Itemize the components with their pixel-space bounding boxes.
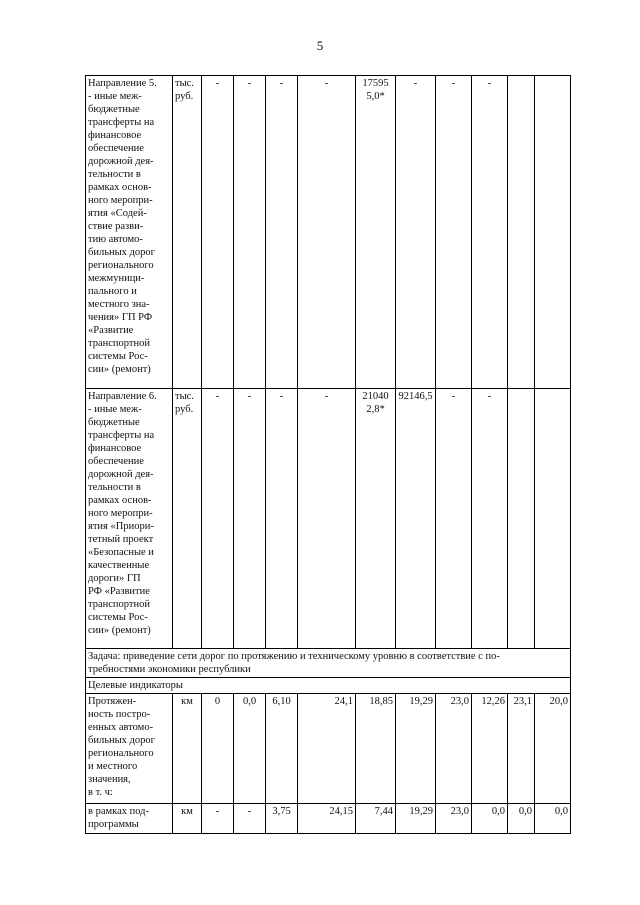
table-row (86, 649, 571, 678)
table-cell: - (396, 76, 436, 389)
budget-table (85, 75, 571, 834)
table-cell: 7,44 (356, 804, 396, 834)
table-cell: 23,0 (436, 694, 472, 804)
table-cell: - (266, 76, 298, 389)
table-cell (508, 76, 535, 389)
row-label: Направление 5. - иные меж- бюджетные трансферты на финансовое обеспечение дорожной дея- тельности в рамках основ- ного меропри- ятия «Содей- ствие разви- тию автомо- бильных дорог регионального межмуници- пального и местного зна- чения» ГП РФ «Развитие транспортной системы Рос- сии» (ремонт) (86, 76, 173, 389)
table-cell: - (436, 389, 472, 649)
table-cell (535, 389, 571, 649)
table-cell: - (202, 389, 234, 649)
table-cell: 0,0 (234, 694, 266, 804)
table-row (86, 678, 571, 694)
table-cell (535, 76, 571, 389)
row-unit: тыс. руб. (173, 389, 202, 649)
table-cell: 92146,5 (396, 389, 436, 649)
row-unit: тыс. руб. (173, 76, 202, 389)
table-cell: - (234, 804, 266, 834)
table-cell: 12,26 (472, 694, 508, 804)
table-cell: 19,29 (396, 804, 436, 834)
row-unit: км (173, 804, 202, 834)
table-cell: 0 (202, 694, 234, 804)
table-cell: 23,1 (508, 694, 535, 804)
table-cell: 24,15 (298, 804, 356, 834)
task-text: Задача: приведение сети дорог по протяжению и техническому уровню в соответствие с по- требностями экономики республики (86, 649, 571, 678)
table-cell: - (298, 76, 356, 389)
row-label: Протяжен- ность постро- енных автомо- бильных дорог регионального и местного значения, в т. ч: (86, 694, 173, 804)
table-cell: 3,75 (266, 804, 298, 834)
table-cell: 6,10 (266, 694, 298, 804)
table-cell: - (266, 389, 298, 649)
row-unit: км (173, 694, 202, 804)
table-cell: 17595 5,0* (356, 76, 396, 389)
table-cell: - (472, 76, 508, 389)
indicators-header: Целевые индикаторы (86, 678, 571, 694)
table-row (86, 804, 571, 834)
table-cell: - (436, 76, 472, 389)
page-number: 5 (316, 38, 324, 53)
table-cell: - (234, 76, 266, 389)
table-cell: 19,29 (396, 694, 436, 804)
table-row (86, 389, 571, 649)
table-cell: 0,0 (535, 804, 571, 834)
table-cell: 0,0 (472, 804, 508, 834)
table-row (86, 694, 571, 804)
table-cell: - (472, 389, 508, 649)
table-cell: 20,0 (535, 694, 571, 804)
table-cell: - (234, 389, 266, 649)
table-cell: 0,0 (508, 804, 535, 834)
table-cell: 23,0 (436, 804, 472, 834)
table-cell: - (202, 76, 234, 389)
table-cell (508, 389, 535, 649)
row-label: Направление 6. - иные меж- бюджетные трансферты на финансовое обеспечение дорожной дея- тельности в рамках основ- ного меропри- ятия «Приори- тетный проект «Безопасные и качественные дороги» ГП РФ «Развитие транспортной системы Рос- сии» (ремонт) (86, 389, 173, 649)
table-cell: 18,85 (356, 694, 396, 804)
table-cell: - (298, 389, 356, 649)
table-cell: 21040 2,8* (356, 389, 396, 649)
table-cell: - (202, 804, 234, 834)
row-label: в рамках под- программы (86, 804, 173, 834)
table-cell: 24,1 (298, 694, 356, 804)
table-row (86, 76, 571, 389)
